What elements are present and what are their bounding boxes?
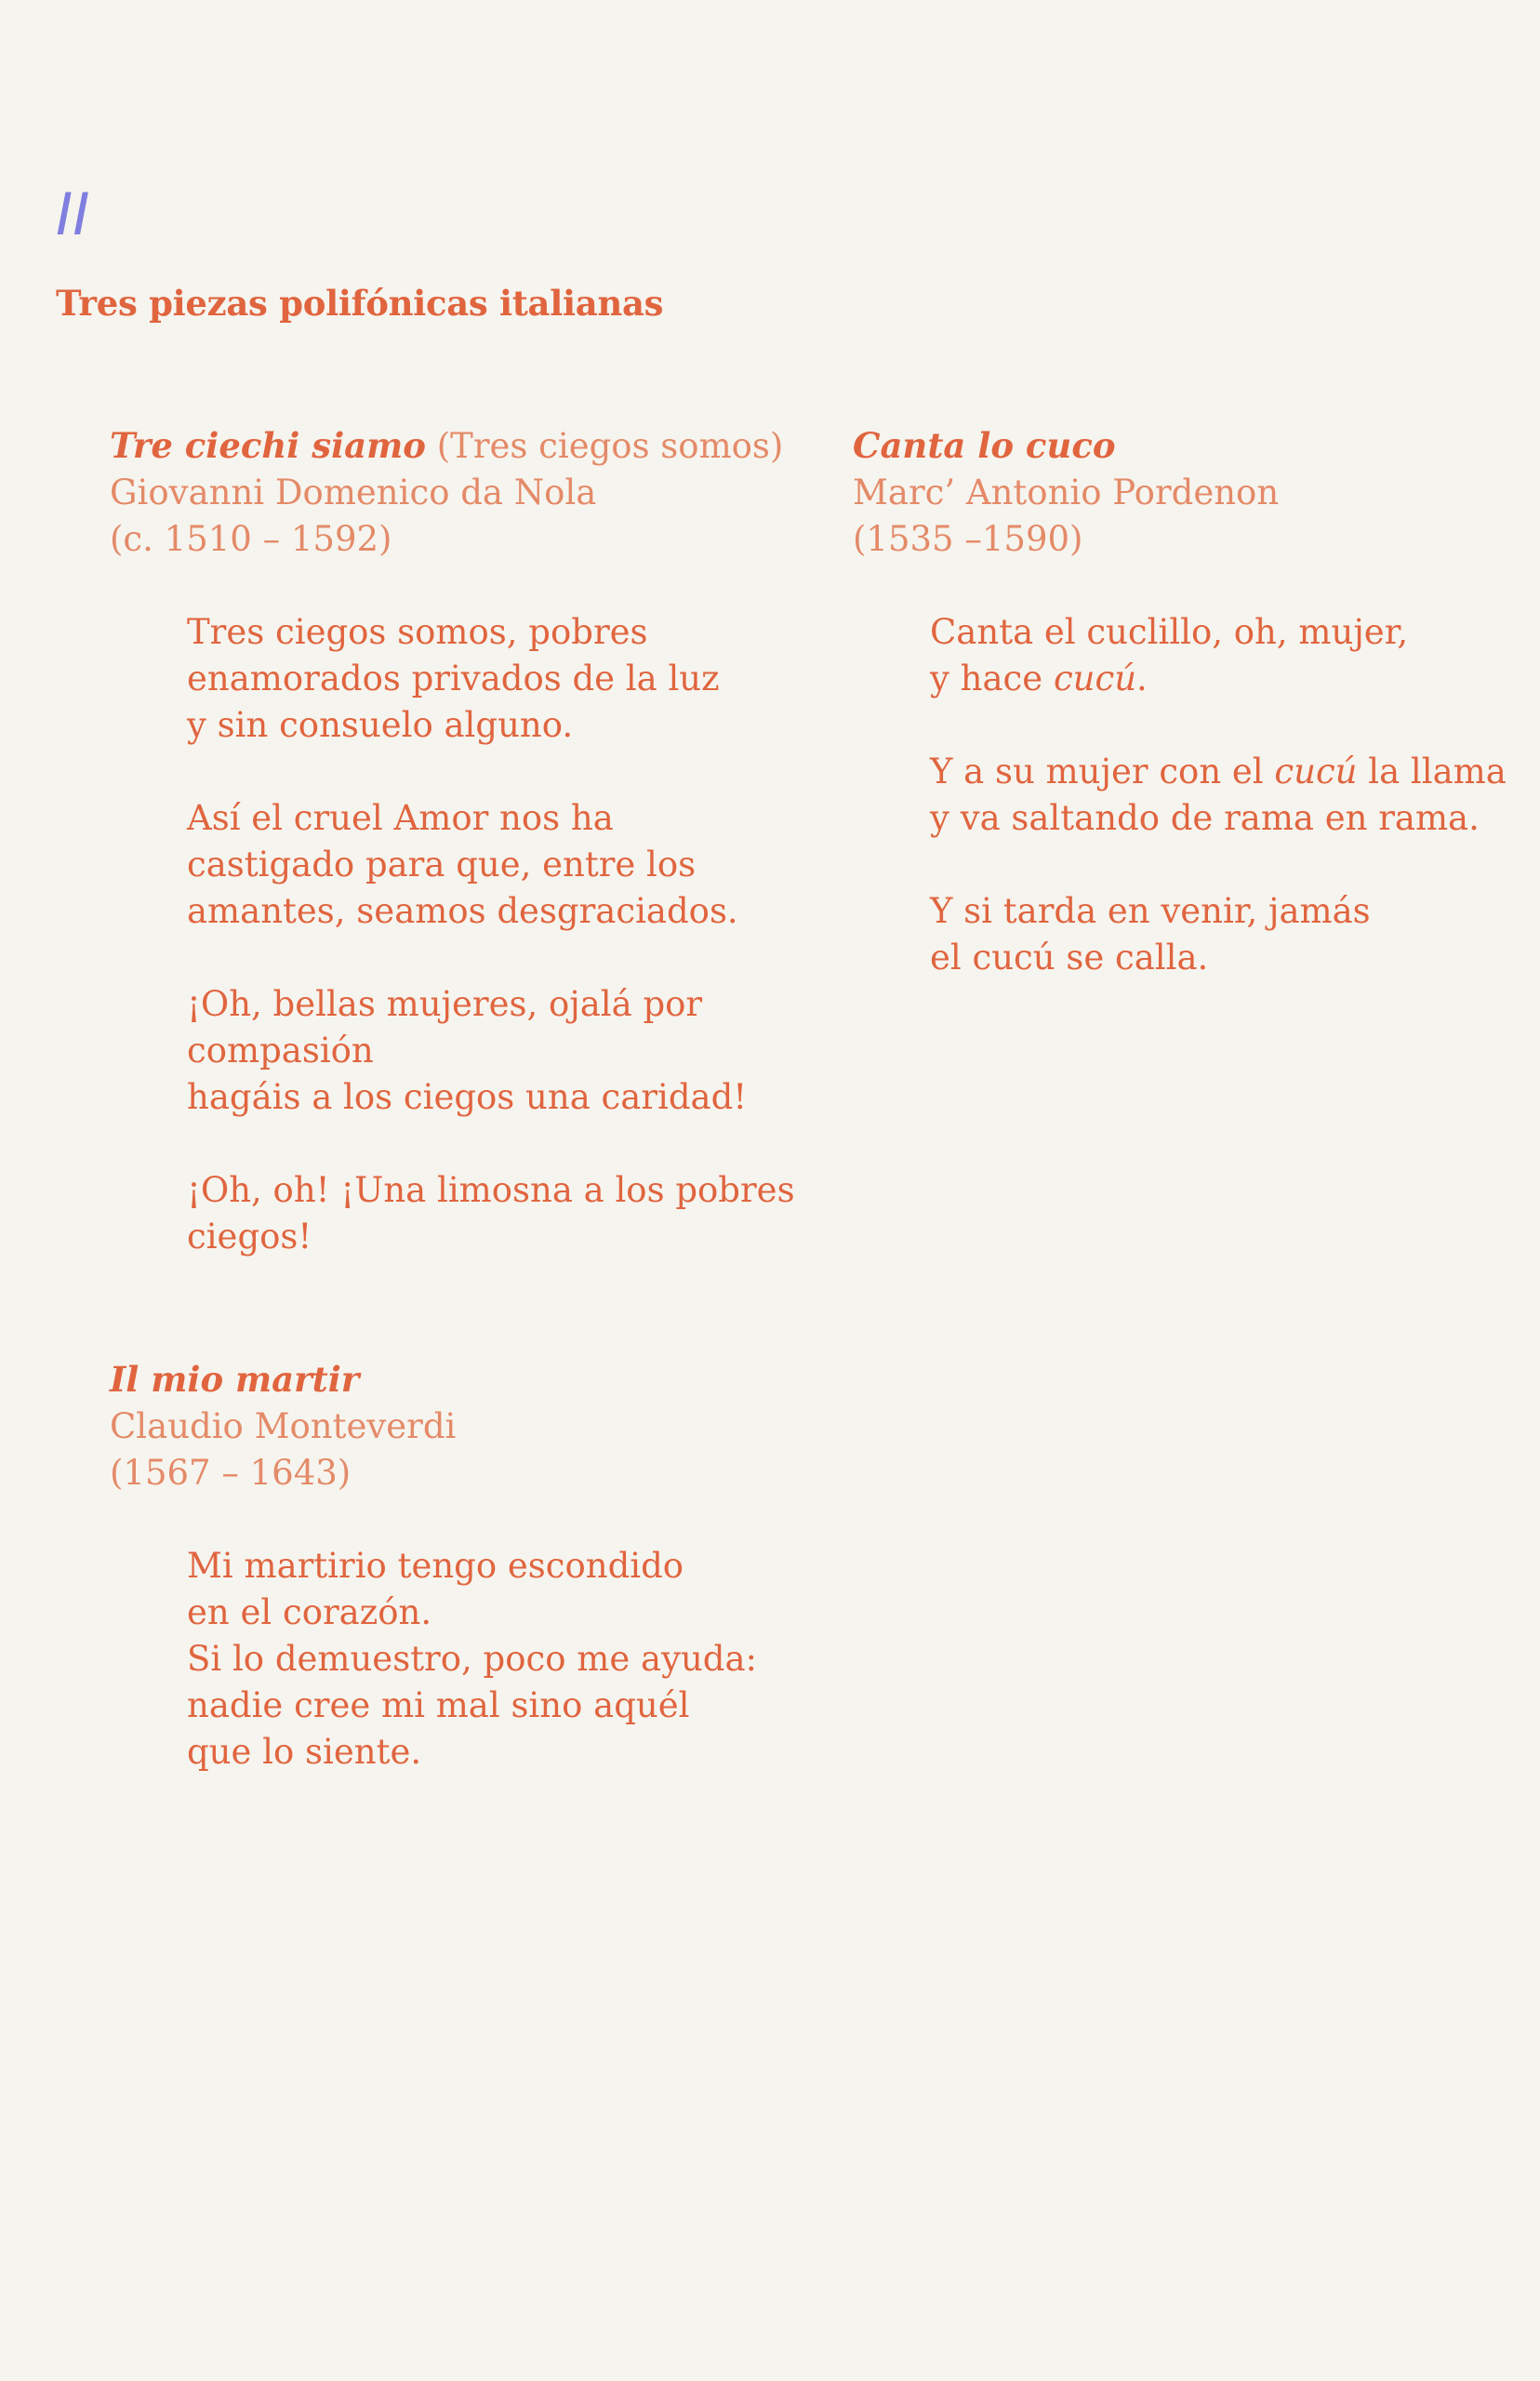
- stanza: [187, 1543, 757, 1776]
- verse-emphasis: cucú: [1274, 752, 1358, 791]
- lyrics: [187, 1543, 757, 1776]
- stanza: [930, 749, 1507, 842]
- verse-line: [930, 749, 1507, 795]
- piece-title: Tre ciechi siamo: [110, 425, 426, 466]
- composer-name: Giovanni Domenico da Nola: [110, 472, 597, 512]
- verse-line: ciegos!: [187, 1217, 312, 1257]
- piece-il-mio-martir: [110, 1356, 757, 1776]
- section-title: Tres piezas polifónicas italianas: [56, 283, 664, 324]
- piece-title-line: [853, 422, 1507, 470]
- section-numeral: II: [56, 180, 90, 248]
- verse-line: Si lo demuestro, poco me ayuda:: [187, 1639, 758, 1679]
- verse-line: hagáis a los ciegos una caridad!: [187, 1077, 748, 1117]
- verse-line: el cucú se calla.: [930, 938, 1209, 978]
- verse-line: ¡Oh, bellas mujeres, ojalá por: [187, 984, 703, 1024]
- piece-header: [110, 1356, 757, 1496]
- verse-line: Mi martirio tengo escondido: [187, 1546, 684, 1586]
- piece-title-translation: (Tres ciegos somos): [436, 426, 784, 466]
- composer-name: Marc’ Antonio Pordenon: [853, 472, 1280, 512]
- verse-line: nadie cree mi mal sino aquél: [187, 1685, 690, 1725]
- stanza: [187, 1167, 795, 1260]
- composer-dates: (c. 1510 – 1592): [110, 519, 392, 559]
- verse-line: Y si tarda en venir, jamás: [930, 891, 1371, 931]
- verse-line: [930, 656, 1507, 702]
- stanza: [930, 609, 1507, 702]
- verse-line: Así el cruel Amor nos ha: [187, 798, 614, 838]
- verse-line: enamorados privados de la luz: [187, 658, 720, 698]
- verse-line: y va saltando de rama en rama.: [930, 798, 1480, 838]
- composer-name: Claudio Monteverdi: [110, 1406, 457, 1446]
- verse-line: en el corazón.: [187, 1592, 432, 1632]
- composer-dates: (1567 – 1643): [110, 1453, 352, 1493]
- verse-text: Y a su mujer con el: [930, 752, 1275, 791]
- stanza: [187, 981, 795, 1121]
- piece-tre-ciechi-siamo: [110, 422, 795, 1260]
- composer-dates: (1535 –1590): [853, 519, 1083, 559]
- piece-title-line: [110, 1356, 757, 1403]
- piece-header: [110, 422, 795, 563]
- verse-line: amantes, seamos desgraciados.: [187, 891, 738, 931]
- lyrics: [187, 609, 795, 1260]
- piece-title: Il mio martir: [110, 1359, 360, 1400]
- piece-title: Canta lo cuco: [853, 425, 1116, 466]
- verse-text: la llama: [1357, 752, 1507, 791]
- stanza: [187, 609, 795, 749]
- verse-emphasis: cucú: [1053, 658, 1137, 698]
- verse-line: que lo siente.: [187, 1732, 422, 1772]
- verse-text: .: [1136, 658, 1148, 698]
- verse-line: castigado para que, entre los: [187, 845, 697, 885]
- stanza: [930, 888, 1507, 981]
- verse-line: compasión: [187, 1031, 374, 1071]
- verse-text: y hace: [930, 658, 1054, 698]
- verse-line: Canta el cuclillo, oh, mujer,: [930, 612, 1409, 652]
- piece-title-line: [110, 422, 795, 470]
- verse-line: Tres ciegos somos, pobres: [187, 612, 648, 652]
- piece-header: [853, 422, 1507, 563]
- stanza: [187, 795, 795, 935]
- piece-canta-lo-cuco: [853, 422, 1507, 981]
- lyrics: [930, 609, 1507, 981]
- verse-line: y sin consuelo alguno.: [187, 705, 574, 745]
- verse-line: ¡Oh, oh! ¡Una limosna a los pobres: [187, 1170, 795, 1210]
